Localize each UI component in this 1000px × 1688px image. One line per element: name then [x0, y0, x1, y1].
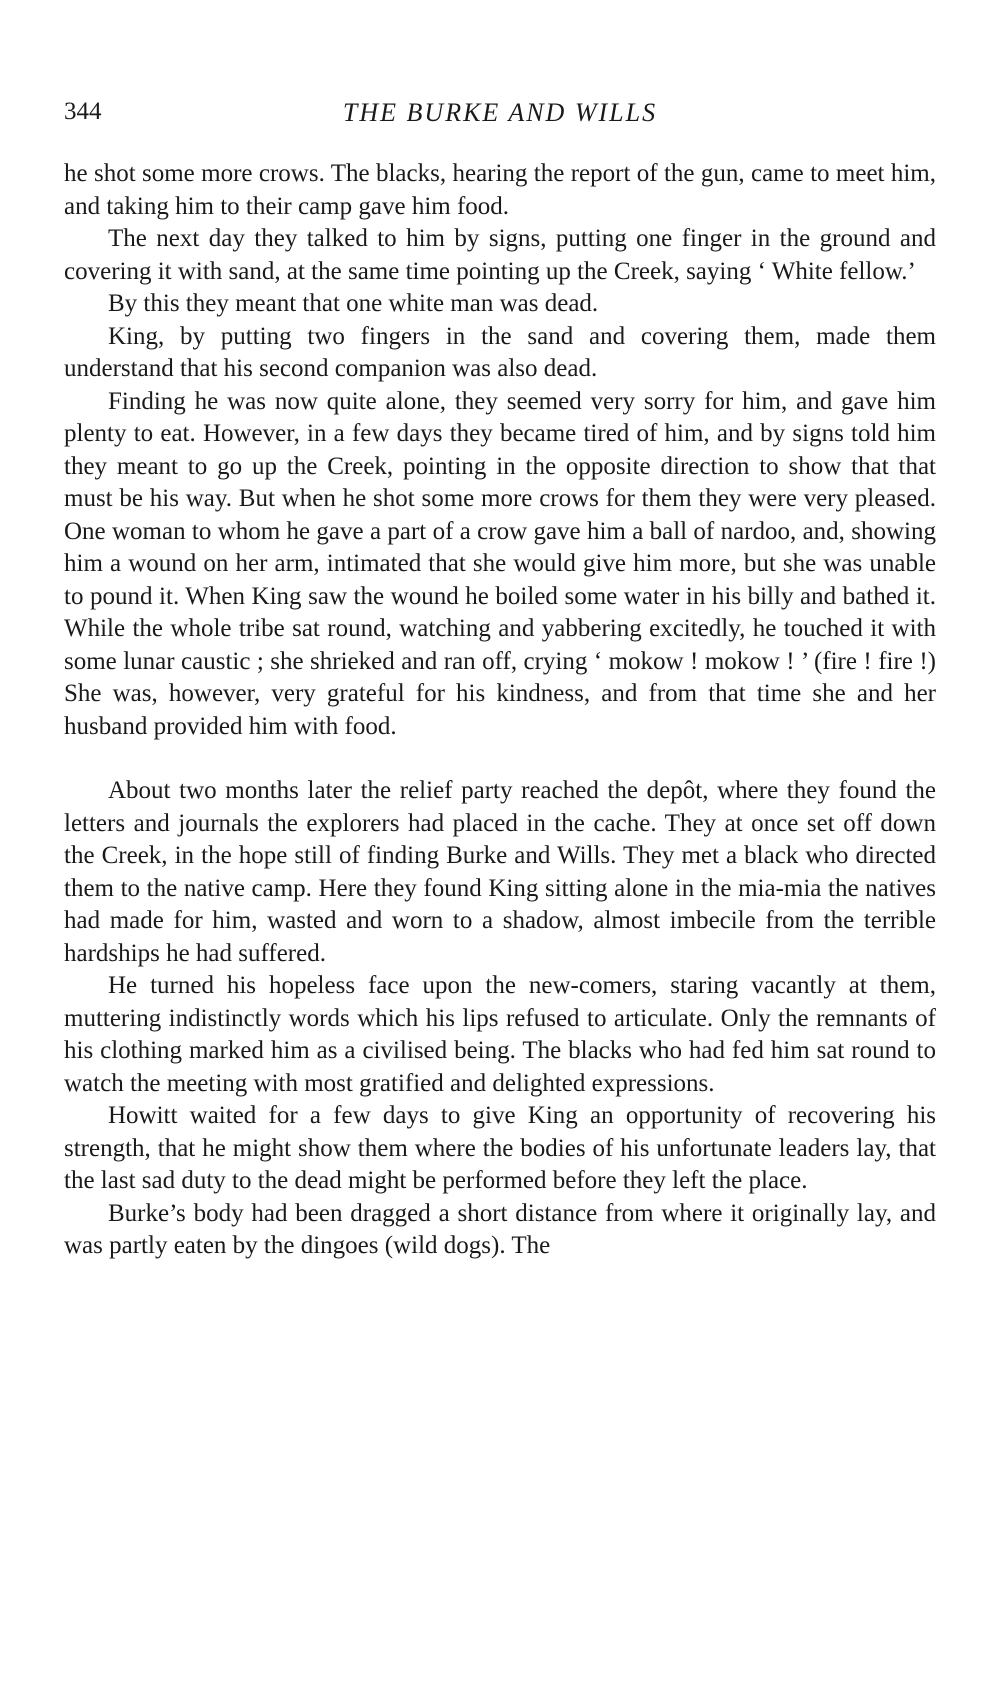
- paragraph: By this they meant that one white man was dead.: [108, 290, 599, 317]
- body-text: [64, 158, 936, 1263]
- paragraph: Finding he was now quite alone, they seemed very sorry for him, and gave him plenty to eat. However, in a few days they became tired of him, and by signs told him they meant to go up the Creek, pointing in the opposite direction to show that that must be his way. But when he shot some more crows for them they were very pleased. One woman to whom he gave a part of a crow gave him a ball of nardoo, and, showing him a wound on her arm, intimated that she would give him more, but she was unable to pound it. When King saw the wound he boiled some water in his billy and bathed it. While the whole tribe sat round, watching and yabbering excitedly, he touched it with some lunar caustic ; she shrieked and ran off, crying ‘ mokow ! mokow ! ’ (fire ! fire !) She was, however, very grateful for his kindness, and from that time she and her husband provided him with food.: [64, 387, 936, 740]
- paragraph: Burke’s body had been dragged a short distance from where it originally lay, and was partly eaten by the dingoes (wild dogs). The: [64, 1199, 936, 1259]
- running-title: THE BURKE AND WILLS: [342, 98, 658, 127]
- paragraph: King, by putting two fingers in the sand and covering them, made them understand that his second companion was also dead.: [64, 322, 936, 382]
- paragraph-section-start: About two months later the relief party reached the depôt, where they found the letters and journals the explorers had placed in the cache. They at once set off down the Creek, in the hope still of finding Burke and Wills. They met a black who directed them to the native camp. Here they found King sitting alone in the mia-mia the natives had made for him, wasted and worn to a shadow, almost imbecile from the terrible hardships he had suffered.: [64, 777, 936, 967]
- page-number: 344: [64, 98, 102, 125]
- paragraph: The next day they talked to him by signs, putting one finger in the ground and covering it with sand, at the same time pointing up the Creek, saying ‘ White fellow.’: [64, 225, 936, 285]
- paragraph-continued: he shot some more crows. The blacks, hearing the report of the gun, came to meet him, and taking him to their camp gave him food.: [64, 160, 936, 220]
- paragraph: Howitt waited for a few days to give King an opportunity of recovering his strength, that he might show them where the bodies of his unfortunate leaders lay, that the last sad duty to the dead might be performed before they left the place.: [64, 1102, 936, 1194]
- page-header: [64, 98, 936, 138]
- paragraph: He turned his hopeless face upon the new-comers, staring vacantly at them, muttering indistinctly words which his lips refused to articulate. Only the remnants of his clothing marked him as a civilised being. The blacks who had fed him sat round to watch the meeting with most gratified and delighted expressions.: [64, 972, 936, 1097]
